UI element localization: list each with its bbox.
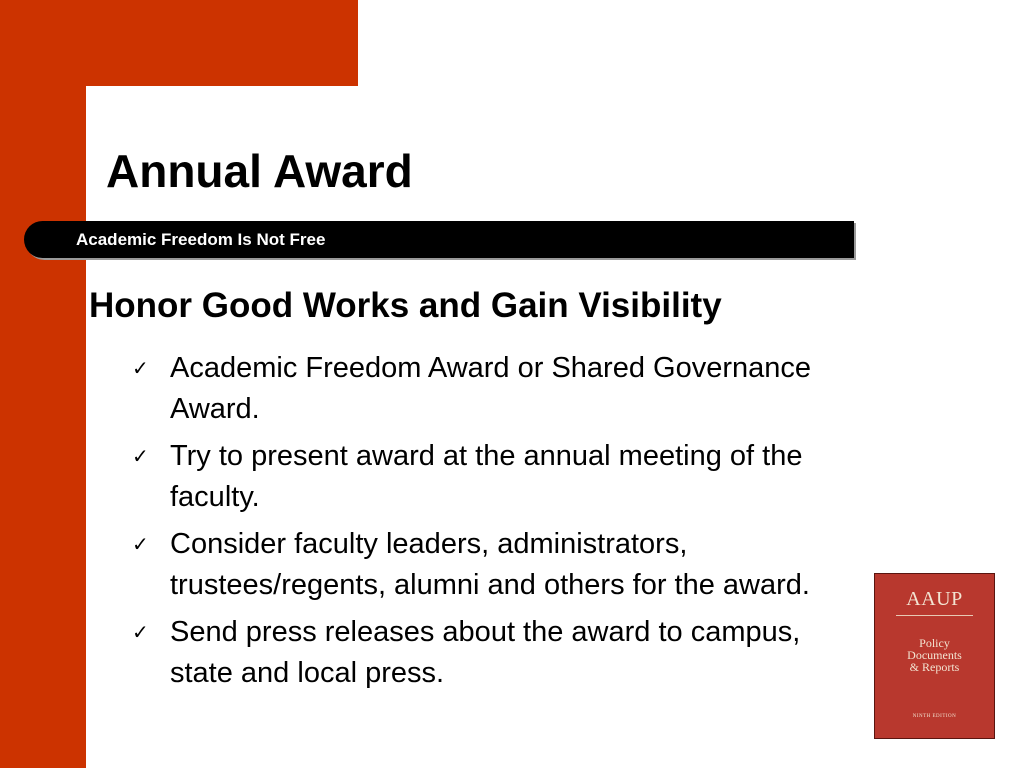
checkmark-icon: ✓ (132, 356, 149, 380)
bullet-item (130, 612, 865, 694)
aaup-book-cover-image (874, 573, 995, 739)
bullet-text: Academic Freedom Award or Shared Governance Award. (170, 352, 812, 425)
book-subtitle-line: & Reports (909, 660, 960, 674)
bullet-item (130, 436, 865, 518)
banner-text: Academic Freedom Is Not Free (76, 230, 326, 249)
bullet-item (130, 348, 865, 430)
bullet-text: Try to present award at the annual meeting of the faculty. (170, 440, 803, 513)
banner-bar (24, 221, 854, 258)
book-title: AAUP (906, 588, 963, 610)
accent-side-bar (0, 0, 86, 768)
book-subtitle-line: Policy (919, 636, 950, 650)
bullet-text: Send press releases about the award to campus, state and local press. (170, 616, 801, 689)
content-corner (86, 86, 146, 146)
slide-title: Annual Award (106, 145, 413, 197)
checkmark-icon: ✓ (132, 444, 149, 468)
book-subtitle (874, 637, 995, 673)
bullet-list (130, 348, 865, 700)
book-divider (896, 615, 973, 616)
slide-subtitle: Honor Good Works and Gain Visibility (89, 286, 722, 325)
accent-top-block (0, 0, 358, 86)
book-subtitle-line: Documents (907, 648, 962, 662)
checkmark-icon: ✓ (132, 532, 149, 556)
book-edition: NINTH EDITION (912, 714, 957, 719)
bullet-text: Consider faculty leaders, administrators, trustees/regents, alumni and others for the award. (170, 528, 810, 601)
checkmark-icon: ✓ (132, 620, 149, 644)
bullet-item (130, 524, 865, 606)
